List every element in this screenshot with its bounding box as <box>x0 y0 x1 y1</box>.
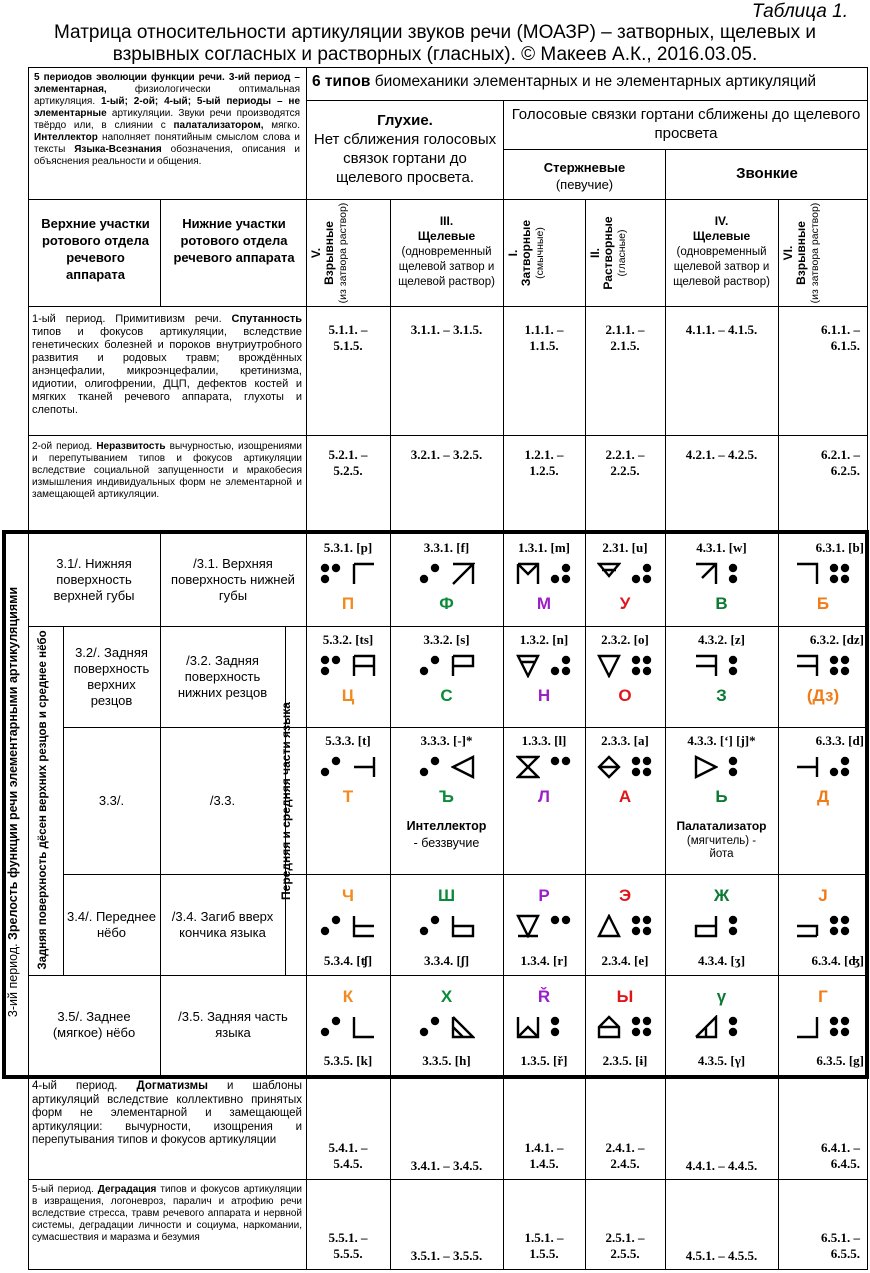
articulation-symbol-r5-c1 <box>320 1015 376 1039</box>
row-1-upper-label: 3.1/. Нижняя поверхность верхней губы <box>53 556 135 603</box>
row-5-lower-label: /3.5. Задняя часть языка <box>178 1009 288 1040</box>
letter-r4-c6: J <box>818 886 828 905</box>
letter-r3-c1: Т <box>342 787 354 806</box>
letter-r5-c1: К <box>342 987 354 1006</box>
cell-r2-c4 <box>585 626 665 727</box>
deaf-header: Глухие. Нет сближения голосовых связок гортани до щелевого просвета. <box>313 112 497 186</box>
title-line-2: взрывных согласных и растворных (гласных). © Макеев А.К., 2016.03.05. <box>112 44 758 65</box>
row-5-upper-label: 3.5/. Заднее (мягкое) нёбо <box>52 1009 136 1040</box>
letter-r2-c4: О <box>618 686 632 705</box>
code-r4-c5: 4.3.4. [ʒ] <box>697 953 746 968</box>
code-r2-c5: 4.3.2. [z] <box>698 632 745 647</box>
cell-r1-c3 <box>503 534 585 626</box>
articulation-symbol-r4-c1 <box>320 914 376 938</box>
letter-r5-c2: Х <box>440 987 453 1006</box>
articulation-symbol-r3-c4 <box>597 755 653 779</box>
row-3-lower-label: /3.3. <box>209 792 236 808</box>
articulation-symbol-r5-c3 <box>516 1015 572 1039</box>
upper-parts-header: Верхние участки ротового отдела речевого аппарата <box>41 216 150 282</box>
cell-r5-c5 <box>665 975 778 1075</box>
range-p4-col4: 2.4.1. – 2.4.5. <box>605 1140 645 1171</box>
cell-r4-c2 <box>390 874 503 975</box>
period-2-text: 2-ой период. Неразвитость вычурностью, изощрениями и перепутыванием типов и фокусов артикуляции вследствие социальной запущенности и мракобесия измышления индивидуальных форм не элементарной и замещающей артикуляции. <box>32 441 302 500</box>
articulation-symbol-r5-c5 <box>694 1015 750 1039</box>
cell-r3-c5 <box>665 727 778 874</box>
letter-r4-c3: Р <box>538 886 550 905</box>
range-p5-col3: 1.5.1. – 1.5.5. <box>524 1230 564 1261</box>
range-p1-col3: 1.1.1. – 1.1.5. <box>524 322 564 353</box>
range-p5-col5: 4.5.1. – 4.5.5. <box>685 1248 758 1263</box>
cell-r2-c2 <box>390 626 503 727</box>
articulation-symbol-r1-c4 <box>597 562 653 586</box>
code-r3-c5: 4.3.3. [‘] [j]* <box>687 733 756 748</box>
code-r2-c6: 6.3.2. [dz] <box>809 632 864 647</box>
articulation-symbol-r3-c6 <box>795 755 851 779</box>
code-r5-c2: 3.3.5. [h] <box>422 1053 471 1068</box>
letter-r1-c6: Б <box>816 594 830 613</box>
code-r2-c4: 2.3.2. [o] <box>601 632 649 647</box>
period-1-text: 1-ый период. Примитивизм речи. Спутанность типов и фокусов артикуляции, вследствие генетических болезней и пороков внутриутробного развития и родовых травм; врождённых анэнцефалии, микроэнцефалии, кретинизма, идиотии, олигофрении, ДЦП, дефектов костей и мягких тканей речевого аппарата, глухоты и слепоты. <box>32 313 302 416</box>
table-number: Таблица 1. <box>751 1 848 22</box>
letter-r3-c5: Ь <box>715 787 728 806</box>
cell-r5-c3 <box>503 975 585 1075</box>
column-header-2: III. Щелевые (одновременный щелевой затвор и щелевой раствор) <box>398 214 495 288</box>
code-r2-c3: 1.3.2. [n] <box>519 632 569 647</box>
articulation-symbol-r3-c1 <box>320 755 376 779</box>
code-r4-c2: 3.3.4. [ʃ] <box>423 953 470 968</box>
cell-r3-c4 <box>585 727 665 874</box>
articulation-symbol-r2-c2 <box>419 654 475 678</box>
range-p2-col3: 1.2.1. – 1.2.5. <box>524 447 564 478</box>
cell-r2-c3 <box>503 626 585 727</box>
third-period-side-label: 3-ий период. Зрелость функции речи элементарными артикуляциями <box>6 586 20 1018</box>
articulation-symbol-r5-c4 <box>597 1015 653 1039</box>
code-r4-c4: 2.3.4. [e] <box>601 953 649 968</box>
articulation-symbol-r2-c5 <box>694 654 750 678</box>
code-r2-c2: 3.3.2. [s] <box>423 632 470 647</box>
cell-r5-c6 <box>778 975 868 1075</box>
articulation-symbol-r1-c2 <box>419 562 475 586</box>
matrix-table <box>6 67 868 1270</box>
range-p1-col4: 2.1.1. – 2.1.5. <box>605 322 645 353</box>
articulation-symbol-r4-c3 <box>516 914 572 938</box>
articulation-symbol-r5-c2 <box>419 1015 475 1039</box>
code-r5-c1: 5.3.5. [k] <box>323 1053 373 1068</box>
letter-r3-c3: Л <box>538 787 550 806</box>
cell-r1-c5 <box>665 534 778 626</box>
cell-r4-c3 <box>503 874 585 975</box>
articulation-symbol-r3-c3 <box>516 755 572 779</box>
column-header-5: IV. Щелевые (одновременный щелевой затвор и щелевой раствор) <box>673 214 770 288</box>
letter-r4-c2: Ш <box>437 886 456 905</box>
column-header-4: II. Растворные (гласные) <box>588 216 628 290</box>
biomechanics-header: 6 типов биомеханики элементарных и не элементарных артикуляций <box>312 73 817 90</box>
letter-r2-c5: З <box>716 686 727 705</box>
articulation-symbol-r1-c6 <box>795 562 851 586</box>
code-r5-c3: 1.3.5. [ř] <box>520 1053 568 1068</box>
articulation-symbol-r2-c6 <box>795 654 851 678</box>
code-r3-c1: 5.3.3. [t] <box>325 733 371 748</box>
range-p5-col4: 2.5.1. – 2.5.5. <box>605 1230 645 1261</box>
articulation-symbol-r2-c1 <box>320 654 376 678</box>
code-r5-c6: 6.3.5. [g] <box>816 1053 864 1068</box>
cell-r2-c5 <box>665 626 778 727</box>
cell-r1-c4 <box>585 534 665 626</box>
articulation-symbol-r1-c3 <box>516 562 572 586</box>
range-p5-col2: 3.5.1. – 3.5.5. <box>410 1248 483 1263</box>
articulation-symbol-r2-c4 <box>597 654 653 678</box>
code-r4-c6: 6.3.4. [ʤ] <box>811 953 864 968</box>
code-r3-c6: 6.3.3. [d] <box>815 733 864 748</box>
cell-r2-c1 <box>306 626 390 727</box>
range-p1-col2: 3.1.1. – 3.1.5. <box>410 322 483 337</box>
cell-r1-c2 <box>390 534 503 626</box>
articulation-symbol-r4-c6 <box>795 914 851 938</box>
range-p4-col1: 5.4.1. – 5.4.5. <box>328 1140 368 1171</box>
row-3-upper-label: 3.3/. <box>98 792 125 808</box>
letter-r3-c2: Ъ <box>439 787 454 806</box>
code-r5-c4: 2.3.5. [ɨ] <box>602 1053 648 1068</box>
articulation-symbol-r4-c5 <box>694 914 750 938</box>
letter-r1-c1: П <box>341 594 355 613</box>
letter-r1-c4: У <box>619 594 631 613</box>
range-p2-col5: 4.2.1. – 4.2.5. <box>685 447 758 462</box>
range-p5-col1: 5.5.1. – 5.5.5. <box>328 1230 368 1261</box>
code-r1-c6: 6.3.1. [b] <box>815 540 864 555</box>
row-4-upper-label: 3.4/. Переднее нёбо <box>67 908 156 940</box>
range-p2-col6: 6.2.1. – 6.2.5. <box>821 447 860 478</box>
letter-r4-c5: Ж <box>713 886 730 905</box>
letter-r1-c3: М <box>536 594 552 613</box>
tongue-side-label: Передняя и средняя части языка <box>279 702 293 900</box>
letter-r2-c3: Н <box>537 686 551 705</box>
row-2-lower-label: /3.2. Задняя поверхность нижних резцов <box>177 652 268 700</box>
cell-r3-c1 <box>306 727 390 874</box>
articulation-symbol-r1-c1 <box>320 562 376 586</box>
period-4-text: 4-ый период. Догматизмы и шаблоны артикуляций вследствие коллективно принятых форм не элементарной и замещающей артикуляции: вычурности, изощрения и перепутывания типов и фокусов артикуляции <box>32 1080 302 1146</box>
articulation-symbol-r4-c2 <box>419 914 475 938</box>
letter-r2-c1: Ц <box>341 686 355 705</box>
range-p1-col5: 4.1.1. – 4.1.5. <box>685 322 758 337</box>
code-r1-c1: 5.3.1. [p] <box>323 540 373 555</box>
row-2-upper-label: 3.2/. Задняя поверхность верхних резцов <box>73 644 150 708</box>
letter-r2-c2: С <box>440 686 453 705</box>
code-r2-c1: 5.3.2. [ts] <box>322 632 374 647</box>
range-p1-col6: 6.1.1. – 6.1.5. <box>821 322 860 353</box>
articulation-symbol-r5-c6 <box>795 1015 851 1039</box>
code-r1-c4: 2.31. [u] <box>602 540 648 555</box>
column-header-1: V. Взрывные (из затвора раствор) <box>309 202 349 304</box>
period-5-text: 5-ый период. Деградация типов и фокусов артикуляции в извращения, логоневроз, паралич и атрофию речи вследствие стресса, травм речевого аппарата и нервной системы, деградации личности и социума, наркомании, сумасшествия и маразма и безумия <box>32 1184 302 1243</box>
intro-text: 5 периодов эволюции функции речи. 3-ий период – элементарная, физиологически оптимальная артикуляция. 1-ый; 2-ой; 4-ый; 5-ый периоды – не элементарные артикуляции. Звуки речи производятся твёрдо или, в слиянии с палатализатором, мягко. Интеллектор наполняет понятийным смыслом слова и тексты Языка-Всезнания обозначения, описания и объяснения реальности и общения. <box>34 72 300 167</box>
cell-r5-c4 <box>585 975 665 1075</box>
palatalizer-label: Палатализатор <box>676 819 767 833</box>
rod-header: Стержневые (певучие) <box>543 160 626 192</box>
letter-r1-c2: Ф <box>439 594 454 613</box>
intellector-label: Интеллектор <box>406 819 487 833</box>
voiced-header: Голосовые связки гортани сближены до щелевого просвета <box>511 106 861 142</box>
code-r4-c3: 1.3.4. [r] <box>520 953 568 968</box>
range-p4-col6: 6.4.1. – 6.4.5. <box>821 1140 860 1171</box>
letter-r2-c6: (Дз) <box>806 686 840 705</box>
cell-r3-c6 <box>778 727 868 874</box>
lower-parts-header: Нижние участки ротового отдела речевого аппарата <box>173 216 295 265</box>
cell-r5-c1 <box>306 975 390 1075</box>
letter-r4-c4: Э <box>618 886 632 905</box>
letter-r5-c4: Ы <box>616 987 634 1006</box>
cell-r5-c2 <box>390 975 503 1075</box>
letter-r5-c5: γ <box>716 987 727 1006</box>
cell-r4-c5 <box>665 874 778 975</box>
articulation-symbol-r4-c4 <box>597 914 653 938</box>
code-r4-c1: 5.3.4. [ʧ] <box>323 953 373 968</box>
cell-r3-c3 <box>503 727 585 874</box>
articulation-symbol-r3-c2 <box>419 755 475 779</box>
cell-r3-c2 <box>390 727 503 874</box>
code-r3-c4: 2.3.3. [a] <box>601 733 649 748</box>
code-r3-c3: 1.3.3. [l] <box>521 733 567 748</box>
range-p2-col4: 2.2.1. – 2.2.5. <box>605 447 645 478</box>
letter-r5-c3: Ř <box>537 987 551 1006</box>
code-r1-c2: 3.3.1. [f] <box>423 540 470 555</box>
range-p4-col3: 1.4.1. – 1.4.5. <box>524 1140 564 1171</box>
palatalizer-sub: (мягчитель) - йота <box>686 835 757 860</box>
letter-r3-c4: А <box>618 787 632 806</box>
code-r1-c5: 4.3.1. [w] <box>696 540 747 555</box>
code-r3-c2: 3.3.3. [-]* <box>420 733 473 748</box>
code-r1-c3: 1.3.1. [m] <box>518 540 570 555</box>
column-header-6: VI. Взрывные (из затвора раствор) <box>781 202 821 304</box>
articulation-symbol-r1-c5 <box>694 562 750 586</box>
letter-r3-c6: Д <box>816 787 830 806</box>
cell-r4-c4 <box>585 874 665 975</box>
articulation-symbol-r2-c3 <box>516 654 572 678</box>
intellector-sub: - беззвучие <box>413 836 480 850</box>
cell-r4-c1 <box>306 874 390 975</box>
letter-r4-c1: Ч <box>342 886 354 905</box>
letter-r5-c6: Г <box>818 987 828 1006</box>
cell-r4-c6 <box>778 874 868 975</box>
range-p5-col6: 6.5.1. – 6.5.5. <box>821 1230 860 1261</box>
range-p1-col1: 5.1.1. – 5.1.5. <box>328 322 368 353</box>
title-line-1: Матрица относительности артикуляции звуков речи (МОАЗР) – затворных, щелевых и <box>54 22 816 43</box>
sonor-header: Звонкие <box>736 165 798 182</box>
letter-r1-c5: В <box>715 594 728 613</box>
cell-r1-c1 <box>306 534 390 626</box>
range-p4-col2: 3.4.1. – 3.4.5. <box>410 1158 483 1173</box>
range-p4-col5: 4.4.1. – 4.4.5. <box>685 1158 758 1173</box>
code-r5-c5: 4.3.5. [γ] <box>697 1053 746 1068</box>
teeth-side-label: Задняя поверхность дёсен верхних резцов и среднее нёбо <box>37 630 49 970</box>
range-p2-col2: 3.2.1. – 3.2.5. <box>410 447 483 462</box>
row-1-lower-label: /3.1. Верхняя поверхность нижней губы <box>171 556 295 603</box>
articulation-symbol-r3-c5 <box>694 755 750 779</box>
range-p2-col1: 5.2.1. – 5.2.5. <box>328 447 368 478</box>
row-4-lower-label: /3.4. Загиб вверх кончика языка <box>171 908 274 940</box>
cell-r2-c6 <box>778 626 868 727</box>
cell-r1-c6 <box>778 534 868 626</box>
column-header-3: I. Затворные (смычные) <box>506 219 546 287</box>
